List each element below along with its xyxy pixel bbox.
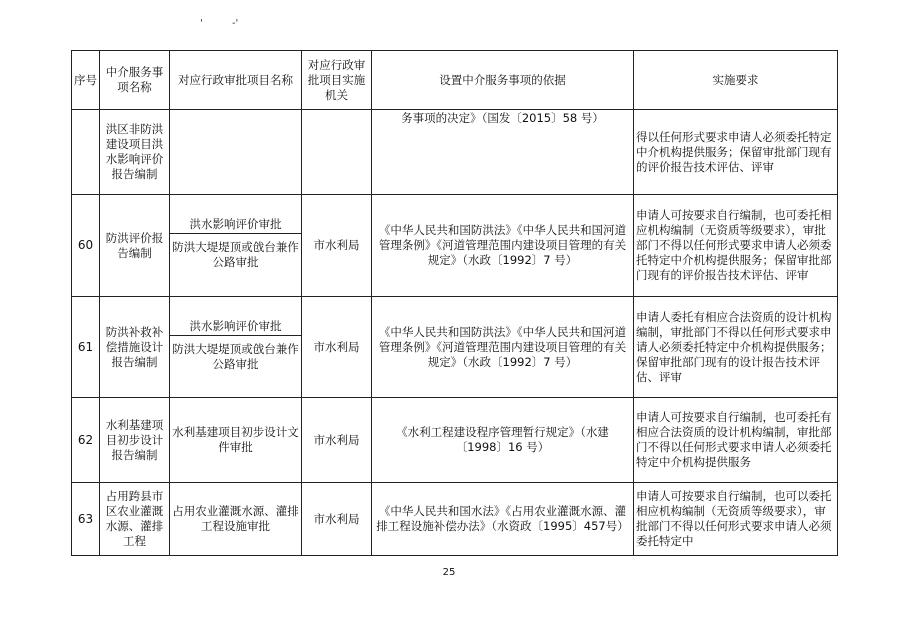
approval-item: 防洪大堤堤顶或戗台兼作公路审批 bbox=[172, 240, 299, 269]
table-row bbox=[72, 110, 838, 195]
cell-service-name: 防洪评价报告编制 bbox=[100, 195, 170, 297]
approval-item: 洪水影响评价审批 bbox=[170, 215, 301, 234]
header-authority: 对应行政审批项目实施机关 bbox=[302, 51, 372, 110]
cell-authority bbox=[302, 110, 372, 195]
cell-basis: 务事项的决定》（国发〔2015〕58 号） bbox=[372, 110, 634, 195]
cell-authority: 市水利局 bbox=[302, 195, 372, 297]
cell-approval bbox=[170, 110, 302, 195]
header-basis: 设置中介服务事项的依据 bbox=[372, 51, 634, 110]
cell-requirement: 申请人可按要求自行编制，也可以委托相应机构编制（无资质等级要求），审批部门不得以任何形式要求申请人必须委托特定中 bbox=[634, 483, 838, 556]
service-items-table bbox=[71, 50, 838, 556]
scan-marks bbox=[200, 18, 264, 29]
cell-seq: 63 bbox=[72, 483, 100, 556]
scan-mark: ' bbox=[200, 18, 203, 29]
page-number: 25 bbox=[442, 567, 456, 578]
cell-basis: 《中华人民共和国防洪法》《中华人民共和国河道管理条例》《河道管理范围内建设项目管理的有关规定》（水政〔1992〕7 号） bbox=[372, 297, 634, 398]
cell-authority: 市水利局 bbox=[302, 398, 372, 483]
table-row bbox=[72, 398, 838, 483]
table-row bbox=[72, 483, 838, 556]
cell-requirement: 申请人委托有相应合法资质的设计机构编制，审批部门不得以任何形式要求申请人必须委托特定中介机构提供服务；保留审批部门现有的设计报告技术评估、评审 bbox=[634, 297, 838, 398]
approval-item: 洪水影响评价审批 bbox=[170, 317, 301, 336]
cell-approval bbox=[170, 297, 302, 398]
cell-basis: 《水利工程建设程序管理暂行规定》（水建〔1998〕16 号） bbox=[372, 398, 634, 483]
cell-service-name: 防洪补救补偿措施设计报告编制 bbox=[100, 297, 170, 398]
cell-requirement: 申请人可按要求自行编制，也可委托有相应合法资质的设计机构编制，审批部门不得以任何形式要求申请人必须委托特定中介机构提供服务 bbox=[634, 398, 838, 483]
cell-approval: 占用农业灌溉水源、灌排工程设施审批 bbox=[170, 483, 302, 556]
cell-basis: 《中华人民共和国水法》《占用农业灌溉水源、灌排工程设施补偿办法》（水资政〔1995〕457号） bbox=[372, 483, 634, 556]
cell-seq: 62 bbox=[72, 398, 100, 483]
cell-authority: 市水利局 bbox=[302, 297, 372, 398]
header-service-name: 中介服务事项名称 bbox=[100, 51, 170, 110]
header-approval: 对应行政审批项目名称 bbox=[170, 51, 302, 110]
cell-seq: 60 bbox=[72, 195, 100, 297]
cell-requirement: 得以任何形式要求申请人必须委托特定中介机构提供服务；保留审批部门现有的评价报告技术评估、评审 bbox=[634, 110, 838, 195]
cell-approval bbox=[170, 195, 302, 297]
cell-authority: 市水利局 bbox=[302, 483, 372, 556]
header-seq: 序号 bbox=[72, 51, 100, 110]
cell-service-name: 洪区非防洪建设项目洪水影响评价报告编制 bbox=[100, 110, 170, 195]
cell-basis: 《中华人民共和国防洪法》《中华人民共和国河道管理条例》《河道管理范围内建设项目管理的有关规定》（水政〔1992〕7 号） bbox=[372, 195, 634, 297]
table-header-row bbox=[72, 51, 838, 110]
cell-service-name: 占用跨县市区农业灌溉水源、灌排工程 bbox=[100, 483, 170, 556]
cell-seq bbox=[72, 110, 100, 195]
approval-item: 防洪大堤堤顶或戗台兼作公路审批 bbox=[172, 341, 299, 371]
cell-service-name: 水利基建项目初步设计报告编制 bbox=[100, 398, 170, 483]
scan-mark: -' bbox=[231, 18, 239, 29]
table-row bbox=[72, 195, 838, 297]
cell-approval: 水利基建项目初步设计文件审批 bbox=[170, 398, 302, 483]
table-row bbox=[72, 297, 838, 398]
cell-seq: 61 bbox=[72, 297, 100, 398]
header-requirement: 实施要求 bbox=[634, 51, 838, 110]
cell-requirement: 申请人可按要求自行编制，也可委托相应机构编制（无资质等级要求），审批部门不得以任何形式要求申请人必须委托特定中介机构提供服务；保留审批部门现有的评价报告技术评估、评审 bbox=[634, 195, 838, 297]
